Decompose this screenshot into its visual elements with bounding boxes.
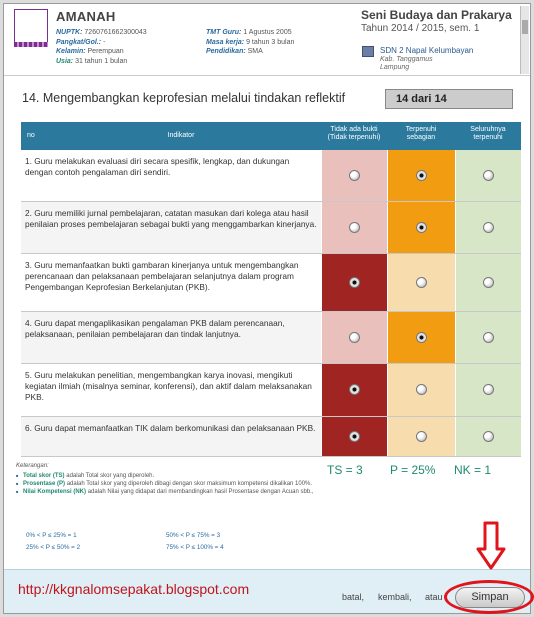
table-row [21,150,521,202]
score-cell-p [387,150,455,201]
score-cell-nk [455,150,521,201]
range-4: 75% < P ≤ 100% = 4 [166,544,224,551]
teacher-info-left [56,28,147,66]
teacher-info-right [206,28,294,57]
competency-value: NK = 1 [454,463,492,477]
save-button[interactable]: Simpan [455,587,525,608]
table-body [21,150,521,457]
usia-value: 31 tahun 1 bulan [75,57,128,65]
note-p-desc: adalah Total skor yang diperoleh dibagi dengan skor maksimum kompetensi dikalikan 100%. [66,481,313,487]
score-cell-nk [455,254,521,311]
kelamin-value: Perempuan [87,48,124,55]
header-ts: Tidak ada bukti (Tidak terpenuhi) [327,126,381,141]
school-location [380,56,433,72]
radio-ts[interactable] [349,277,360,288]
note-ts-desc: adalah Total skor yang diperoleh. [66,473,155,479]
radio-nk[interactable] [483,332,494,343]
radio-ts[interactable] [349,384,360,395]
watermark-url: http://kkgnalomsepakat.blogspot.com [18,581,250,597]
school-province: Lampung [380,64,410,71]
down-arrow-icon [476,521,506,571]
notes-title: Keterangan: [16,463,49,469]
header-p: Terpenuhi sebagian [405,126,437,141]
radio-p[interactable] [416,170,427,181]
note-p-key: Prosentase (P) [23,481,66,487]
radio-ts[interactable] [349,222,360,233]
note-ts-key: Total skor (TS) [23,473,65,479]
indicator-text: 5. Guru melakukan penelitian, mengembangkan karya inovasi, mengikuti kegiatan ilmiah (misalnya seminar, konferensi), dan aktif dalam melaksanakan PKB. [25,370,312,402]
note-ts [16,472,314,480]
cancel-link[interactable]: batal, [342,592,365,602]
indicator-text: 4. Guru dapat mengaplikasikan pengalaman PKB dalam perencanaan, pelaksanaan, penilaian pembelajaran dan tindak lanjutnya. [25,318,285,339]
score-cell-ts [321,202,387,253]
radio-ts[interactable] [349,332,360,343]
range-1: 0% < P ≤ 25% = 1 [26,532,77,539]
table-row [21,312,521,364]
radio-p[interactable] [416,222,427,233]
radio-p[interactable] [416,431,427,442]
or-text: atau [425,592,443,602]
radio-nk[interactable] [483,222,494,233]
score-cell-ts [321,150,387,201]
radio-nk[interactable] [483,384,494,395]
pangkat-value: - [103,38,106,46]
total-score: TS = 3 [327,463,363,477]
radio-p[interactable] [416,384,427,395]
score-cell-nk [455,312,521,363]
indicator-text: 3. Guru memanfaatkan bukti gambaran kinerjanya untuk mengembangkan perencanaan dan pelaksanaan pembelajaran selanjutnya dalam program Pengembangan Keprofesian Berkelanjutan (PKB). [25,260,299,292]
score-cell-ts [321,254,387,311]
indicator-text: 2. Guru memiliki jurnal pembelajaran, catatan masukan dari kolega atau hasil penilaian proses pembelajaran sebagai bukti yang menggambarkan kinerjanya. [25,208,317,229]
radio-nk[interactable] [483,431,494,442]
tmt-value: 1 Agustus 2005 [243,29,292,36]
score-cell-nk [455,417,521,456]
score-cell-ts [321,364,387,416]
radio-nk[interactable] [483,170,494,181]
indicator-text: 6. Guru dapat memanfaatkan TIK dalam berkomunikasi dan pelaksanaan PKB. [25,423,316,433]
table-row [21,254,521,312]
table-row [21,364,521,417]
nuptk-value: 7260761662300043 [84,29,147,36]
range-2: 25% < P ≤ 50% = 2 [26,544,81,551]
score-cell-nk [455,364,521,416]
score-cell-ts [321,312,387,363]
pangkat-label: Pangkat/Gol.: [56,38,102,46]
subject-title: Seni Budaya dan Prakarya [361,8,512,22]
masa-value: 9 tahun 3 bulan [246,38,295,46]
table-header [21,122,521,150]
question-counter: 14 dari 14 [385,89,513,109]
percentage: P = 25% [390,463,436,477]
score-cell-p [387,202,455,253]
avatar [14,9,48,43]
avatar-decoration [14,42,48,47]
competency-title: 14. Mengembangkan keprofesian melalui tindakan reflektif [22,91,346,105]
nuptk-label: NUPTK: [56,29,83,36]
indicator-table [21,122,521,483]
radio-ts[interactable] [349,170,360,181]
table-row [21,417,521,457]
note-p [16,480,314,488]
radio-ts[interactable] [349,431,360,442]
legend-notes [16,462,314,496]
indicator-text: 1. Guru melakukan evaluasi diri secara spesifik, lengkap, dan dukungan dengan contoh pengalaman diri sendiri. [25,156,290,177]
note-nk-key: Nilai Kompetensi (NK) [23,489,87,495]
school-name: SDN 2 Napal Kelumbayan [380,46,474,55]
kelamin-label: Kelamin: [56,48,86,55]
highlight-ring [444,580,534,614]
assessment-window [3,3,531,614]
note-nk [16,488,314,496]
header-nk: Seluruhnya terpenuhi [470,126,506,141]
tmt-label: TMT Guru: [206,29,242,36]
teacher-header [4,4,530,76]
score-cell-p [387,417,455,456]
academic-term: Tahun 2014 / 2015, sem. 1 [361,23,480,34]
header-indicator: Indikator [167,132,195,139]
header-no: no [27,132,35,139]
back-link[interactable]: kembali, [378,592,412,602]
score-cell-ts [321,417,387,456]
range-3: 50% < P ≤ 75% = 3 [166,532,221,539]
pendidikan-value: SMA [247,48,263,55]
score-cell-p [387,312,455,363]
score-cell-nk [455,202,521,253]
school-district: Kab. Tanggamus [380,56,433,63]
score-cell-p [387,254,455,311]
table-row [21,202,521,254]
radio-p[interactable] [416,277,427,288]
header-scrollbar[interactable] [520,6,529,74]
note-nk-desc: adalah Nilai yang didapat dari membandingkan hasil Prosentase dengan Acuan sbb., [87,489,314,495]
masa-label: Masa kerja: [206,38,245,46]
radio-nk[interactable] [483,277,494,288]
score-cell-p [387,364,455,416]
radio-p[interactable] [416,332,427,343]
pendidikan-label: Pendidikan: [206,48,246,55]
teacher-name: AMANAH [56,9,116,24]
usia-label: Usia: [56,57,74,65]
school-icon [362,46,374,57]
